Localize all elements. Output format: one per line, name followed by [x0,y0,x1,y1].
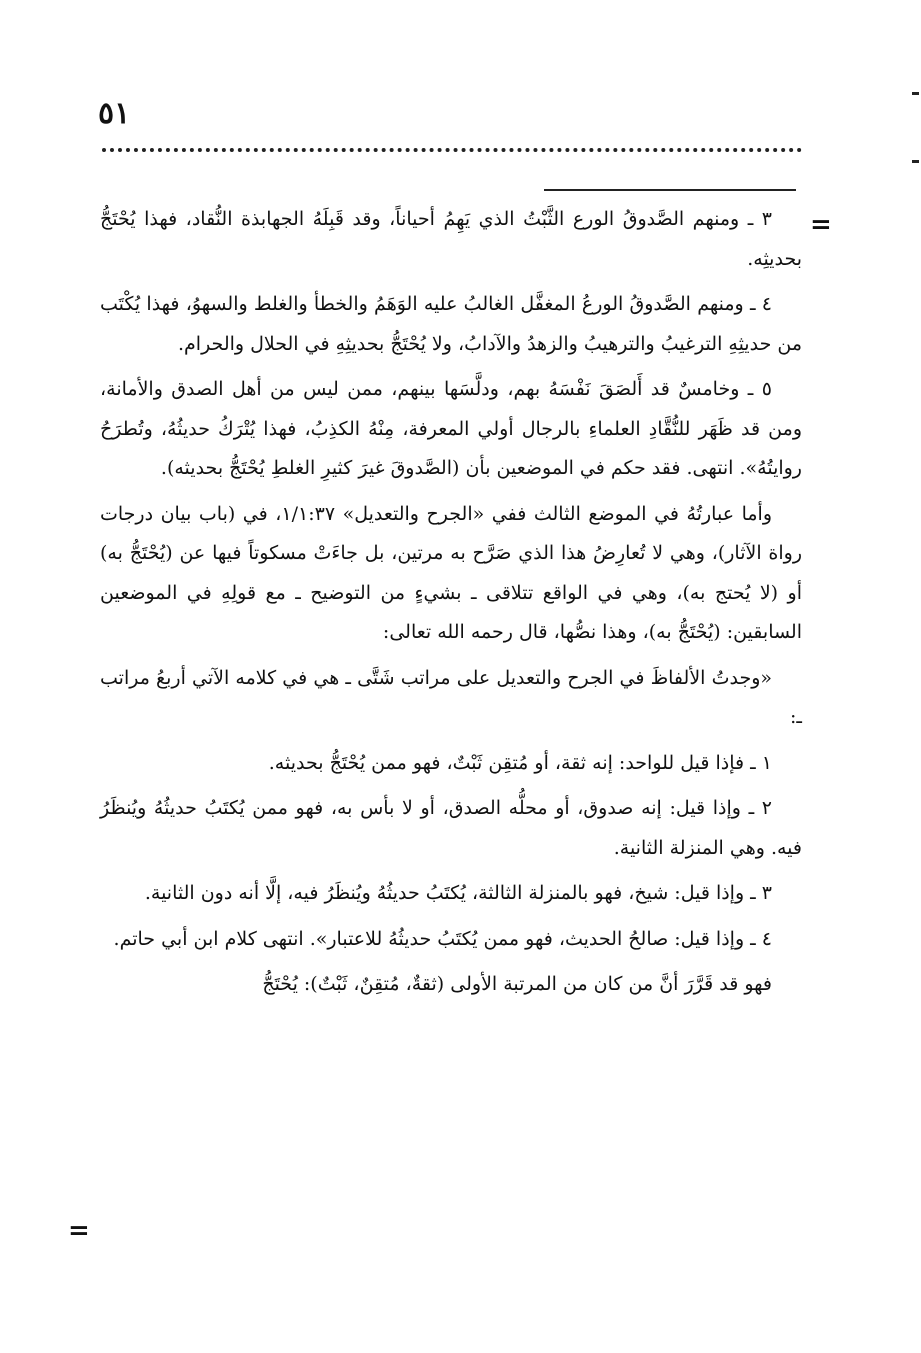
paragraph-quote-intro: «وجدتُ الألفاظَ في الجرح والتعديل على مراتب شَتَّى ـ هي في كلامه الآتي أربعُ مراتب ـ: [100,666,802,728]
continuation-mark-top: = [810,210,832,240]
paragraph-conclusion: فهو قد قَرَّرَ أنَّ من كان من المرتبة الأولى (ثقةٌ، مُتقِنٌ، ثَبْتٌ): يُحْتَجُّ [262,973,772,995]
header-dotted-rule [102,148,802,152]
rank-item-1: ١ ـ فإذا قيل للواحد: إنه ثقة، أو مُتقِن ثَبْتٌ، فهو ممن يُحْتَجُّ بحديثه. [268,751,772,774]
paragraph-item-3: ٣ ـ ومنهم الصَّدوقُ الورع الثَّبْتُ الذي يَهِمُ أحياناً، وقد قَبِلَهُ الجهابذة النُّقاد، فهذا يُحْتَجُّ بحديثِه. [100,208,802,270]
footnote-separator-rule [544,189,796,191]
footnote-text-block [100,200,802,1011]
rank-item-3: ٣ ـ وإذا قيل: شيخ، فهو بالمنزلة الثالثة، يُكتَبُ حديثُهُ ويُنظَرُ فيه، إلَّا أنه دون الثانية. [144,882,772,904]
paragraph-third-passage: وأما عبارتُهُ في الموضع الثالث ففي «الجرح والتعديل» ١/١:٣٧، في (باب بيان درجات رواة الآثار)، وهي لا تُعارِضُ هذا الذي صَرَّح به مرتين، بل جاءَتْ مسكوتاً فيها عن (يُحْتَجُّ به) أو (لا يُحتج به)، وهي في الواقع تتلاقى ـ بشيءٍ من التوضيح ـ مع قولِهِ في الموضعين السابقين: (يُحْتَجُّ به)، وهذا نصُّها، قال رحمه الله تعالى: [100,502,802,643]
paragraph-item-5: ٥ ـ وخامسٌ قد أَلصَقَ نَفْسَهُ بهم، ودلَّسَها بينهم، ممن ليس من أهل الصدق والأمانة، ومن قد ظَهَر للنُّقَّادِ العلماءِ بالرجال أولي المعرفة، مِنْهُ الكذِبُ، فهذا يُتْرَكُ حديثُهُ، وتُطرَحُ روايتُهُ». انتهى. فقد حكم في الموضعين بأن (الصَّدوقَ غيرَ كثيرِ الغلطِ يُحْتَجُّ بحديثه). [100,378,802,479]
continuation-mark-bottom: = [68,1216,90,1246]
rank-item-4: ٤ ـ وإذا قيل: صالحُ الحديث، فهو ممن يُكتَبُ حديثُهُ للاعتبار». انتهى كلام ابن أبي حاتم. [113,927,772,950]
rank-item-2: ٢ ـ وإذا قيل: إنه صدوق، أو محلُّه الصدق، أو لا بأس به، فهو ممن يُكتَبُ حديثُهُ ويُنظَرُ فيه. وهي المنزلة الثانية. [100,797,802,859]
page-number: ٥١ [98,96,131,131]
paragraph-item-4: ٤ ـ ومنهم الصَّدوقُ الورعُ المغفَّل الغالبُ عليه الوَهَمُ والخطأ والغلط والسهوُ، فهذا يُكْتَب من حديثِهِ الترغيبُ والترهيبُ والزهدُ والآدابُ، ولا يُحْتَجُّ بحديثِهِ في الحلال والحرام. [100,293,802,355]
edge-tick-mark [912,160,919,163]
edge-tick-mark [912,92,919,95]
